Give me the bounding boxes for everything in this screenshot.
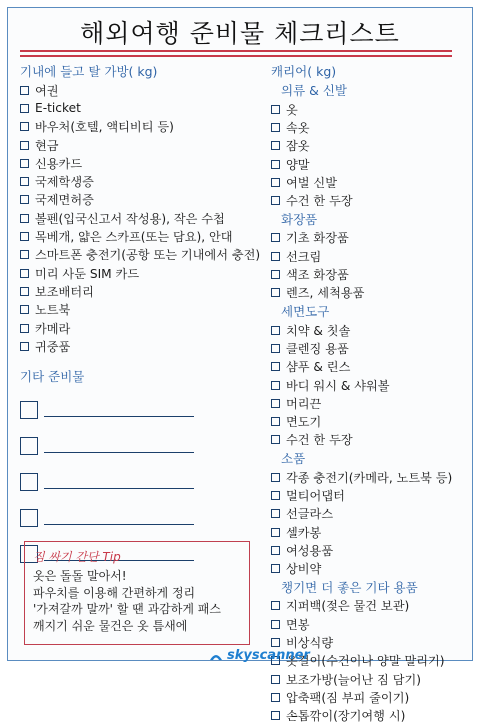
checkbox[interactable] [271,160,280,169]
checklist-item-label: 옷 [286,102,298,117]
checkbox[interactable] [20,141,29,150]
checklist-item[interactable] [271,541,471,559]
checklist-item-label: 바디 워시 & 샤워볼 [286,378,390,393]
checkbox[interactable] [271,196,280,205]
checkbox[interactable] [20,287,29,296]
checklist-item[interactable] [271,173,471,191]
checklist-item[interactable] [271,523,471,541]
checklist-item-label: 클렌징 용품 [286,341,349,356]
section-header: 화장품 [281,211,318,227]
checklist-item[interactable] [20,172,270,190]
write-in-line[interactable] [44,524,194,525]
checklist-item-label: 볼펜(입국신고서 작성용), 작은 수첩 [35,211,225,226]
checklist-item-label: 손톱깎이(장기여행 시) [286,709,406,724]
checklist-item[interactable] [20,301,270,319]
checklist-item-label: 멀티어댑터 [286,488,345,503]
checkbox[interactable] [20,232,29,241]
tip-line: 파우치를 이용해 간편하게 정리 [33,585,196,600]
checklist-item[interactable] [20,118,270,136]
checkbox[interactable] [20,250,29,259]
checkbox[interactable] [271,326,280,335]
checkbox[interactable] [271,417,280,426]
checklist-item[interactable] [271,100,471,118]
checklist-item[interactable] [271,229,471,247]
checklist-item[interactable] [271,394,471,412]
checklist-item[interactable] [271,191,471,209]
checklist-item[interactable] [20,246,270,264]
checklist-item-label: 스마트폰 충전기(공항 또는 기내에서 충전) [35,248,261,263]
checklist-item[interactable] [271,118,471,136]
checklist-item[interactable] [271,412,471,430]
checklist-item[interactable] [20,282,270,300]
logo-text: skyscanner [227,648,310,663]
checklist-item[interactable] [20,264,270,282]
carry-on-header: 기내에 들고 탈 가방( kg) [20,64,158,79]
checkbox[interactable] [271,638,280,647]
checkbox[interactable] [20,269,29,278]
checkbox[interactable] [271,546,280,555]
other-items-header: 기타 준비물 [20,369,85,385]
checkbox[interactable] [271,123,280,132]
checkbox[interactable] [271,564,280,573]
checkbox[interactable] [20,401,38,419]
checklist-item-label: 여벌 신발 [286,175,337,190]
checklist-item-label: 현금 [35,138,59,153]
checklist-item-label: 신용카드 [35,156,83,171]
checklist-item-label: E-ticket [35,101,81,116]
checklist-item-label: 상비약 [286,562,322,577]
checklist-item-label: 기초 화장품 [286,231,349,246]
checkbox[interactable] [20,86,29,95]
title-rule-top [20,50,452,52]
checkbox[interactable] [271,362,280,371]
checklist-item[interactable] [271,265,471,283]
checkbox[interactable] [20,195,29,204]
checklist-item[interactable] [20,191,270,209]
checklist-page [7,7,473,724]
section-header: 의류 & 신발 [281,83,347,98]
checkbox[interactable] [20,159,29,168]
checklist-item[interactable] [271,468,471,486]
checklist-item-label: 렌즈, 세척용품 [286,286,365,301]
checklist-item[interactable] [20,337,270,355]
checklist-item[interactable] [271,155,471,173]
checkbox[interactable] [20,437,38,455]
blank-entry-row[interactable] [20,500,270,536]
checkbox[interactable] [271,178,280,187]
checklist-item-label: 미리 사둔 SIM 카드 [35,266,140,281]
checklist-item-label: 선크림 [286,249,322,264]
checklist-item[interactable] [271,358,471,376]
checkbox[interactable] [271,233,280,242]
checklist-item-label: 여권 [35,83,59,98]
tip-line: 깨지기 쉬운 물건은 옷 틈새에 [33,618,188,633]
checkbox[interactable] [271,252,280,261]
packing-tip-box [24,541,250,645]
checklist-item-label: 지퍼백(젖은 물건 보관) [286,599,410,614]
checkbox[interactable] [271,344,280,353]
checklist-item-label: 수건 한 두장 [286,433,353,448]
checkbox[interactable] [20,104,29,113]
checklist-item-label: 면봉 [286,617,310,632]
checkbox[interactable] [20,324,29,333]
checkbox[interactable] [271,270,280,279]
checklist-item[interactable] [271,597,471,615]
checklist-item-label: 여성용품 [286,543,334,558]
write-in-line[interactable] [44,416,194,417]
checklist-item-label: 수건 한 두장 [286,194,353,209]
checklist-item[interactable] [20,319,270,337]
title-rule-bottom [20,55,452,57]
checklist-item-label: 귀중품 [35,339,71,354]
checklist-item-label: 셀카봉 [286,525,322,540]
checkbox[interactable] [271,473,280,482]
tip-line: '가져갈까 말까' 할 땐 과감하게 패스 [33,602,221,616]
checkbox[interactable] [271,601,280,610]
checkbox[interactable] [271,141,280,150]
left-column [20,62,270,572]
checklist-item-label: 카메라 [35,321,71,336]
checkbox[interactable] [20,473,38,491]
checkbox[interactable] [271,620,280,629]
blank-entry-row[interactable] [20,428,270,464]
checkbox[interactable] [271,491,280,500]
checkbox[interactable] [20,214,29,223]
right-column [271,62,471,725]
checklist-item[interactable] [271,431,471,449]
checkbox[interactable] [271,711,280,720]
checklist-item[interactable] [271,321,471,339]
checklist-item-label: 국제학생증 [35,175,94,190]
checklist-item[interactable] [271,670,471,688]
write-in-line[interactable] [44,488,194,489]
tip-lines [33,568,241,634]
checkbox[interactable] [271,509,280,518]
carry-on-list [20,81,270,355]
checkbox[interactable] [20,342,29,351]
checklist-item-label: 목베개, 얇은 스카프(또는 담요), 안대 [35,230,233,245]
carrier-header: 캐리어( kg) [271,64,337,79]
checkbox[interactable] [20,305,29,314]
page-title: 해외여행 준비물 체크리스트 [80,19,400,48]
checkbox[interactable] [271,288,280,297]
checklist-item-label: 샴푸 & 린스 [286,360,351,375]
checklist-item-label: 머리끈 [286,396,322,411]
tip-title: 짐 싸기 간단 Tip [33,550,121,564]
checkbox[interactable] [271,399,280,408]
checklist-item[interactable] [271,707,471,725]
checklist-item[interactable] [20,136,270,154]
checklist-item-label: 바우처(호텔, 액티비티 등) [35,120,174,135]
checkbox[interactable] [271,105,280,114]
checklist-item[interactable] [271,284,471,302]
checklist-item-label: 국제면허증 [35,193,94,208]
checklist-item[interactable] [271,339,471,357]
checklist-item-label: 보조가방(늘어난 짐 담기) [286,672,421,687]
checkbox[interactable] [271,693,280,702]
checklist-item-label: 양말 [286,157,310,172]
checklist-item[interactable] [271,560,471,578]
section-header: 챙기면 더 좋은 기타 용품 [281,579,418,595]
section-header: 세면도구 [281,303,330,319]
checklist-item-label: 노트북 [35,303,71,318]
checklist-item[interactable] [271,247,471,265]
checklist-item-label: 잠옷 [286,139,310,154]
checkbox[interactable] [20,177,29,186]
checklist-item-label: 비상식량 [286,636,334,651]
cloud-icon [208,650,224,662]
tip-line: 옷은 돌돌 말아서! [33,569,127,583]
checklist-item[interactable] [271,486,471,504]
skyscanner-logo [208,648,310,663]
checklist-item-label: 색조 화장품 [286,268,349,283]
checklist-item[interactable] [20,154,270,172]
checklist-item[interactable] [20,227,270,245]
section-header: 소품 [281,451,306,467]
checklist-item-label: 옷걸이(수건이나 양말 말리기) [286,654,445,669]
checkbox[interactable] [271,381,280,390]
write-in-line[interactable] [44,452,194,453]
checklist-item[interactable] [20,99,270,117]
checklist-item-label: 각종 충전기(카메라, 노트북 등) [286,470,453,485]
checklist-item-label: 치약 & 칫솔 [286,323,351,338]
checkbox[interactable] [271,435,280,444]
blank-entry-row[interactable] [20,464,270,500]
checklist-item-label: 속옷 [286,120,310,135]
blank-entry-row[interactable] [20,392,270,428]
checklist-item[interactable] [271,376,471,394]
checklist-item[interactable] [271,688,471,706]
checklist-item[interactable] [20,81,270,99]
checklist-item[interactable] [271,615,471,633]
checklist-item[interactable] [20,209,270,227]
checklist-item[interactable] [271,137,471,155]
checklist-item[interactable] [271,505,471,523]
checkbox[interactable] [271,675,280,684]
checklist-item-label: 압축팩(짐 부피 줄이기) [286,690,410,705]
checklist-item-label: 보조배터리 [35,284,94,299]
checkbox[interactable] [271,528,280,537]
checkbox[interactable] [20,122,29,131]
checklist-item-label: 면도기 [286,415,322,430]
checklist-item-label: 선글라스 [286,507,334,522]
checkbox[interactable] [20,509,38,527]
